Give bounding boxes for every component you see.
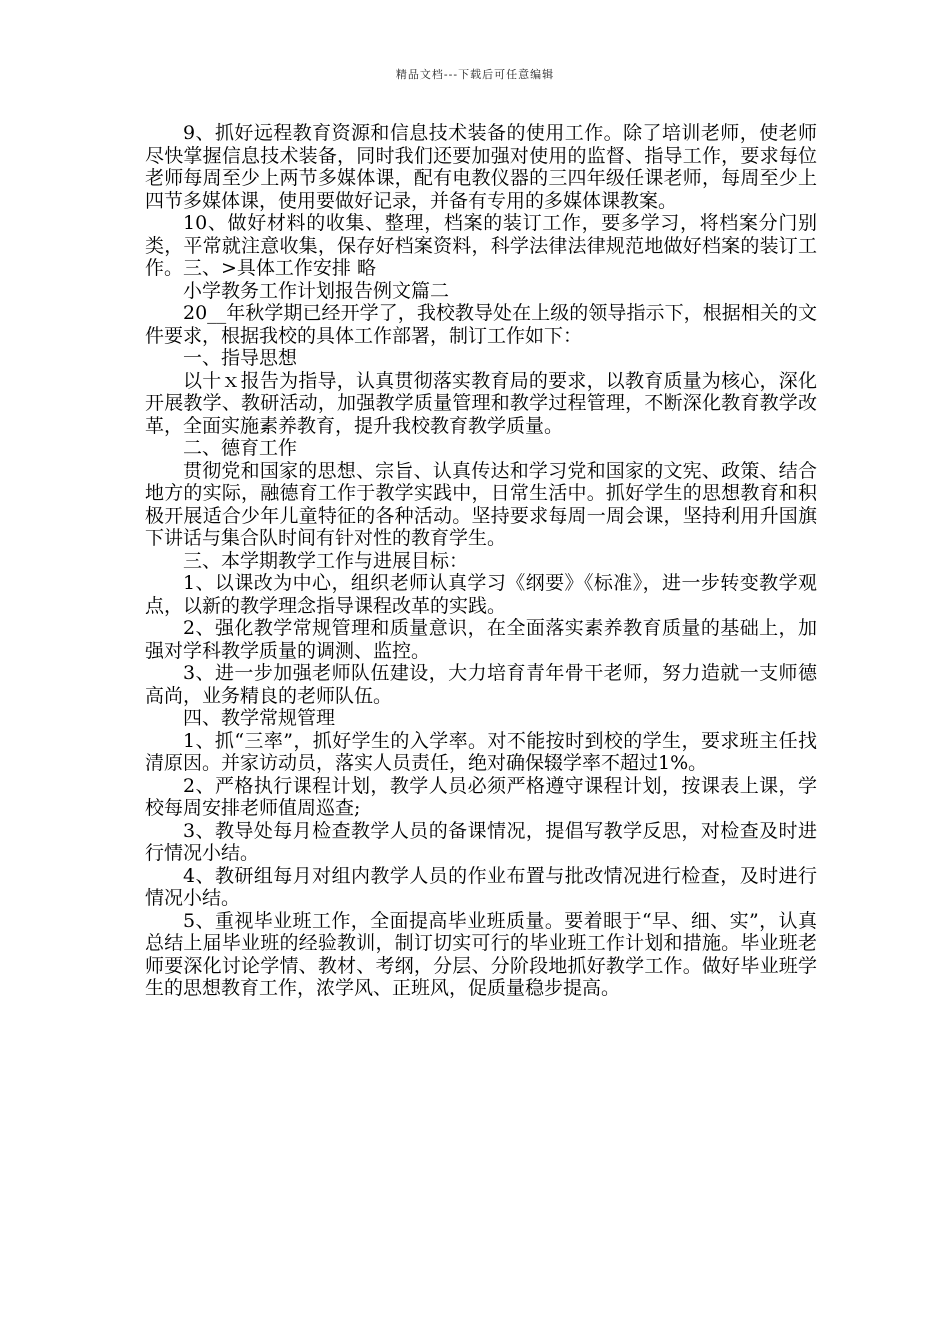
section-heading: 三、本学期教学工作与进展目标： bbox=[183, 549, 469, 572]
paragraph: 10、做好材料的收集、整理，档案的装订工作，要多学习，将档案分门别类，平常就注意收集，保存好档案资料，科学法律法律规范地做好档案的装订工作。三、>具体工作安排 略 bbox=[145, 212, 817, 279]
page-header: 精品文档---下载后可任意编辑 bbox=[395, 68, 555, 81]
document-body bbox=[145, 122, 817, 1000]
paragraph: 1、抓“三率”，抓好学生的入学率。对不能按时到校的学生，要求班主任找清原因。并家访动员，落实人员责任，绝对确保辍学率不超过1%。 bbox=[145, 729, 817, 774]
paragraph: 2、强化教学常规管理和质量意识，在全面落实素养教育质量的基础上，加强对学科教学质量的调测、监控。 bbox=[145, 617, 817, 662]
paragraph: 3、教导处每月检查教学人员的备课情况，提倡写教学反思，对检查及时进行情况小结。 bbox=[145, 819, 817, 864]
section-heading: 二、德育工作 bbox=[183, 437, 298, 459]
paragraph: 1、以课改为中心，组织老师认真学习《纲要》《标准》，进一步转变教学观点，以新的教学理念指导课程改革的实践。 bbox=[145, 572, 817, 617]
paragraph: 2、严格执行课程计划，教学人员必须严格遵守课程计划，按课表上课，学校每周安排老师值周巡查; bbox=[145, 774, 817, 819]
section-heading: 一、指导思想 bbox=[183, 347, 298, 369]
paragraph: 9、抓好远程教育资源和信息技术装备的使用工作。除了培训老师，使老师尽快掌握信息技术装备，同时我们还要加强对使用的监督、指导工作，要求每位老师每周至少上两节多媒体课，配有电教仪器的三四年级任课老师，每周至少上四节多媒体课，使用要做好记录，并备有专用的多媒体课教案。 bbox=[145, 122, 817, 212]
paragraph: 20__年秋学期已经开学了，我校教导处在上级的领导指示下，根据相关的文件要求，根据我校的具体工作部署，制订工作如下： bbox=[145, 302, 817, 347]
paragraph: 3、进一步加强老师队伍建设，大力培育青年骨干老师，努力造就一支师德高尚，业务精良的老师队伍。 bbox=[145, 662, 817, 707]
section-title: 小学教务工作计划报告例文篇二 bbox=[183, 279, 450, 302]
paragraph: 5、重视毕业班工作，全面提高毕业班质量。要着眼于“早、细、实”，认真总结上届毕业班的经验教训，制订切实可行的毕业班工作计划和措施。毕业班老师要深化讨论学情、教材、考纲，分层、分阶段地抓好教学工作。做好毕业班学生的思想教育工作，浓学风、正班风，促质量稳步提高。 bbox=[145, 909, 817, 999]
paragraph: 4、教研组每月对组内教学人员的作业布置与批改情况进行检查，及时进行情况小结。 bbox=[145, 864, 817, 909]
paragraph: 以十ｘ报告为指导，认真贯彻落实教育局的要求，以教育质量为核心，深化开展教学、教研活动，加强教学质量管理和教学过程管理，不断深化教育教学改革，全面实施素养教育，提升我校教育教学质量。 bbox=[145, 369, 817, 437]
paragraph: 贯彻党和国家的思想、宗旨、认真传达和学习党和国家的文宪、政策、结合地方的实际，融德育工作于教学实践中，日常生活中。抓好学生的思想教育和积极开展适合少年儿童特征的各种活动。坚持要求每周一周会课，坚持利用升国旗下讲话与集合队时间有针对性的教育学生。 bbox=[145, 459, 817, 549]
section-heading: 四、教学常规管理 bbox=[183, 707, 336, 729]
